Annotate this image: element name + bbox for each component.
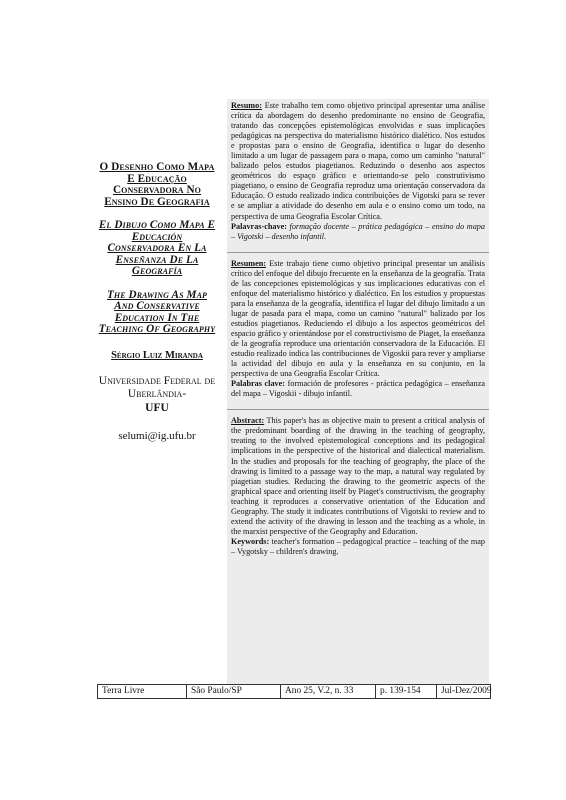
divider <box>227 252 489 253</box>
keywords-pt-text: formação docente – prática pedagógica – ensino do mapa – Vigotski – desenho infantil. <box>231 221 485 241</box>
footer-place: São Paulo/SP <box>187 685 281 698</box>
keywords-english <box>227 537 489 557</box>
title-spanish: El Dibujo Como Mapa E Educación Conservadora En La Enseñanza De La Geografía <box>98 219 216 277</box>
keywords-en-text: teacher's formation – pedagogical practice – teaching of the map – Vygotsky – children's drawing. <box>231 536 485 556</box>
abstract-pt-label: Resumo: <box>231 101 262 110</box>
footer-pages: p. 139-154 <box>376 685 437 698</box>
institution-abbr: UFU <box>145 401 169 414</box>
footer-journal: Terra Livre <box>98 685 187 698</box>
abstract-es-label: Resumen: <box>231 258 267 268</box>
abstract-english <box>227 414 489 537</box>
footer-volume: Ano 25, V.2, n. 33 <box>281 685 376 698</box>
journal-footer <box>97 684 491 699</box>
abstract-pt-text: Este trabalho tem como objetivo principal apresentar uma análise crítica da abordagem do desenho predominante no ensino de Geografia, tratando das concepções epistemológicas envolvidas e suas implicações pedagógicas na perspectiva do materialismo histórico dialético. Nos estudos e propostas para o ensino de Geografia, identifica o lugar do desenho limitado a um lugar de passagem para o mapa, como um caminho "natural" balizado pelos estudos piagetianos. Reduzindo o desenho aos aspectos geométricos do espaço gráfico e orientando-se pelo construtivismo piagetiano, o ensino de Geografia reproduz uma orientação conservadora da Educação. O estudo realizado indica contribuições de Vigotski para se rever e se ampliar a atividade do desenho em aula e o ensino como um todo, na perspectiva de uma Geografia Escolar Crítica. <box>231 101 485 221</box>
abstract-es-text: Este trabajo tiene como objetivo principal presentar un análisis crítico del enfoque del dibujo frecuente en la enseñanza de la geografía. Trata de las concepciones epistemológicas y sus implicaciones educativas con el enfoque del materialismo histórico y dialéctico. En los estudios y propuestas para la enseñanza de la geografía, identifica el lugar del dibujo limitado a un lugar de pasada para el mapa, como un camino "natural" balizado por los estudios piagetianos. Reduciendo el dibujo a los aspectos geométricos del espacio gráfico y orientándose por el constructivismo de Piaget, la enseñanza de la geografía reproduce una orientación conservadora de la Educación. El estudio realizado indica las contribuciones de Vigoskii para rever y ampliarse la actividad del dibujo en aula y la enseñanza en su conjunto, en la perspectiva de una Geografía Escolar Crítica. <box>231 258 485 379</box>
keywords-portuguese <box>227 222 489 242</box>
keywords-spanish <box>227 379 489 399</box>
institution <box>98 375 216 416</box>
title-english: The Drawing As Map And Conservative Education In The Teaching Of Geography <box>98 288 216 335</box>
author-name: Sérgio Luiz Miranda <box>111 349 203 361</box>
keywords-es-text: formación de profesores - práctica pedagógica – enseñanza del mapa – Vigoskii - dibujo infantil. <box>231 379 485 399</box>
keywords-en-label: Keywords: <box>231 536 270 546</box>
keywords-es-label: Palabras clave: <box>231 379 285 389</box>
footer-date: Jul-Dez/2009 <box>441 686 492 696</box>
institution-name: Universidade Federal de Uberlândia- <box>98 374 216 400</box>
abstract-en-label: Abstract: <box>231 416 265 426</box>
keywords-pt-label: Palavras-chave: <box>231 221 287 231</box>
title-block <box>98 162 216 442</box>
abstract-en-text: This paper's has as objective main to present a critical analysis of the predominant boarding of the drawing in the teaching of geography, treating to the involved epistemological conceptions and its pedagogical implications in the perspective of the historical and dialectical materialism. In the studies and proposals for the teaching of geography, the place of the drawing is limited to a passage way to the map, a natural way regulated by piagetian studies. Reducing the drawing to the geometric aspects of the graphical space and orienting itself by Piaget's constructivism, the geography teaching it reproduces a conservative orientation of the Education and Geography. The study it indicates contributions of Vigotski to review and to extend the activity of the drawing in lesson and the teaching as a whole, in the marxist perspective of the Geography and Education. <box>231 416 485 536</box>
divider <box>227 409 489 410</box>
abstracts-panel <box>227 99 489 691</box>
title-portuguese: O Desenho Como Mapa E Educação Conservadora No Ensino De Geografia <box>99 161 215 208</box>
abstract-portuguese <box>227 99 489 222</box>
abstract-spanish <box>227 257 489 380</box>
author-email: selumi@ig.ufu.br <box>118 430 196 442</box>
